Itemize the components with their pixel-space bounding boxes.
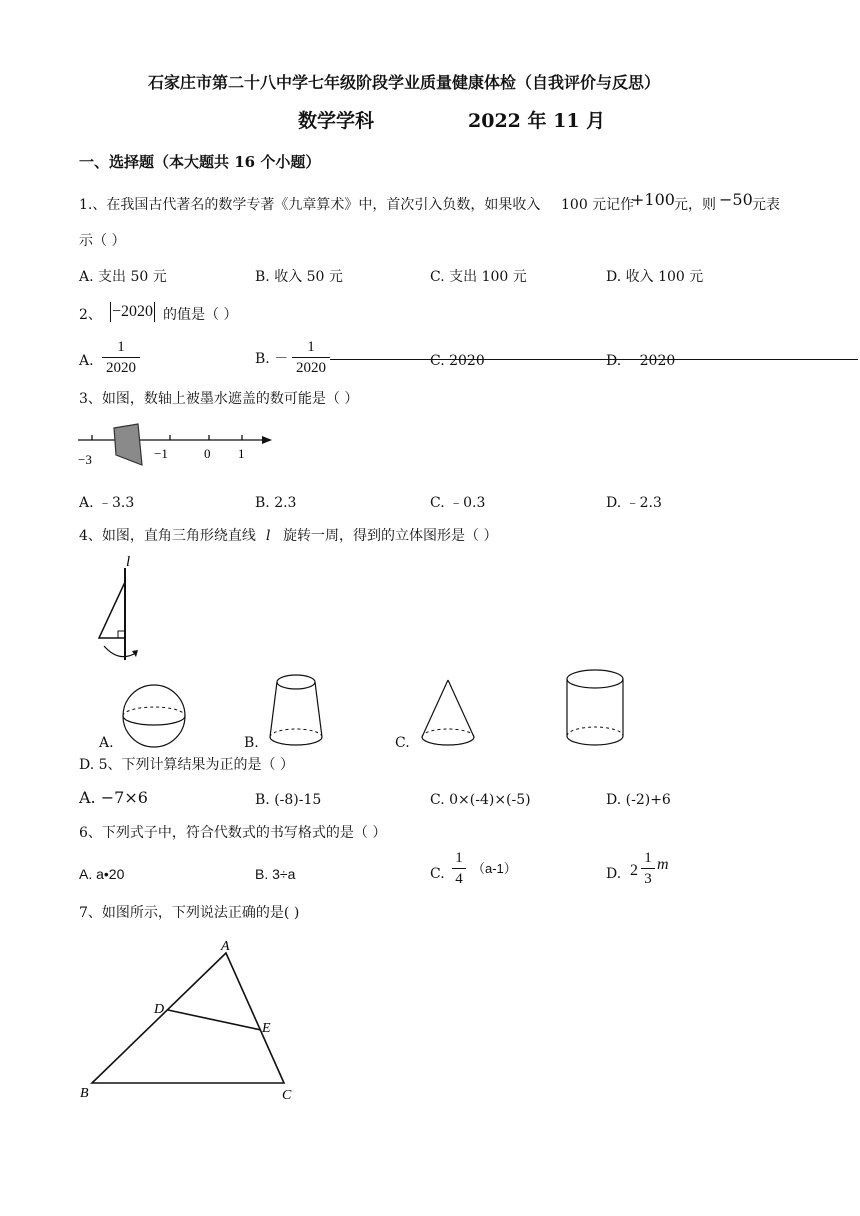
q4-option-c-label[interactable]: C. <box>395 735 410 751</box>
fraction-bar <box>452 868 466 869</box>
right-triangle <box>99 582 125 638</box>
q2-option-c[interactable]: C. 2020 <box>430 353 485 369</box>
q1-option-a[interactable]: A. 支出 50 元 <box>79 269 167 285</box>
q1-option-c[interactable]: C. 支出 100 元 <box>430 269 527 285</box>
segment-de <box>168 1010 261 1030</box>
q3-option-c[interactable]: C. ﹣0.3 <box>430 495 486 511</box>
question-2-suffix: 的值是（ ） <box>163 307 238 323</box>
horizontal-rule <box>330 359 858 360</box>
question-4-text-2: 旋转一周，得到的立体图形是（ ） <box>283 528 498 544</box>
q2-option-a-label[interactable]: A. <box>79 353 94 369</box>
right-angle-mark <box>118 631 125 638</box>
arrow-head-icon <box>132 650 138 657</box>
sphere-figure <box>123 680 195 750</box>
q2-option-d[interactable]: D. －2020 <box>606 353 676 369</box>
point-label-e: E <box>262 1021 271 1036</box>
q3-option-b[interactable]: B. 2.3 <box>255 495 297 511</box>
question-6-text: 6、下列式子中，符合代数式的书写格式的是（ ） <box>79 825 387 841</box>
point-label-b: B <box>80 1086 89 1101</box>
q6-option-d-variable: m <box>657 856 669 873</box>
point-label-d: D <box>154 1002 165 1017</box>
exam-title: 石家庄市第二十八中学七年级阶段学业质量健康体检（自我评价与反思） <box>148 73 661 92</box>
q3-option-a[interactable]: A. ﹣3.3 <box>79 495 135 511</box>
exam-date: 2022 年 11 月 <box>468 110 606 132</box>
tick-label: −1 <box>154 446 168 461</box>
fraction-denominator: 4 <box>455 871 463 887</box>
q4-option-b-label[interactable]: B. <box>244 735 259 751</box>
point-label-c: C <box>282 1088 292 1103</box>
fraction-numerator: 1 <box>644 850 652 866</box>
question-1-text: 1.、在我国古代著名的数学专著《九章算术》中，首次引入负数，如果收入 <box>79 197 541 213</box>
q2-option-b-label[interactable]: B. － <box>255 351 289 367</box>
q6-option-d-fraction <box>641 849 655 888</box>
question-1-text-e: 示（ ） <box>79 233 126 249</box>
fraction-bar <box>292 357 330 358</box>
rotation-figure <box>92 550 152 670</box>
rotation-arrow-icon <box>104 646 134 657</box>
q5-option-a[interactable]: A. −7×6 <box>79 788 148 807</box>
question-5-text: D. 5、下列计算结果为正的是（ ） <box>79 757 294 773</box>
q6-option-d-label[interactable]: D. <box>606 866 622 882</box>
question-1-text-d: 元表 <box>752 197 780 213</box>
fraction-bar <box>641 868 655 869</box>
q2-option-a-fraction <box>102 338 140 377</box>
question-7-text: 7、如图所示，下列说法正确的是( ) <box>79 905 300 921</box>
q5-option-b[interactable]: B. (-8)-15 <box>255 792 322 808</box>
q6-option-a[interactable]: A. a•20 <box>79 866 125 882</box>
q6-option-c-fraction <box>452 849 466 888</box>
fraction-denominator: 2020 <box>296 360 326 376</box>
fraction-numerator: 1 <box>307 339 315 355</box>
triangle-abc <box>92 953 284 1083</box>
fraction-numerator: 1 <box>117 339 125 355</box>
question-1-text-c: 元，则 <box>674 197 716 213</box>
q5-option-c[interactable]: C. 0×(-4)×(-5) <box>430 792 531 808</box>
fraction-denominator: 3 <box>644 871 652 887</box>
triangle-figure <box>76 935 306 1105</box>
question-1-minus-value: −50 <box>719 190 753 209</box>
q6-option-c-label[interactable]: C. <box>430 866 445 882</box>
number-line-figure <box>76 420 276 470</box>
tick-label: 0 <box>204 446 211 461</box>
q1-option-b[interactable]: B. 收入 50 元 <box>255 269 343 285</box>
fraction-numerator: 1 <box>455 850 463 866</box>
question-1-text-b: 100 元记作 <box>561 197 635 213</box>
q6-option-c-expression: （a-1） <box>472 861 517 876</box>
question-3-text: 3、如图，数轴上被墨水遮盖的数可能是（ ） <box>79 391 359 407</box>
fraction-denominator: 2020 <box>106 360 136 376</box>
tick-label: 1 <box>238 446 245 461</box>
q5-option-d[interactable]: D. (-2)+6 <box>606 792 671 808</box>
q6-option-d-whole: 2 <box>630 862 638 879</box>
subject-title: 数学学科 <box>298 110 375 132</box>
arrow-head-icon <box>262 436 272 444</box>
cylinder-figure <box>566 668 628 750</box>
q2-option-b-fraction <box>292 338 330 377</box>
q1-option-d[interactable]: D. 收入 100 元 <box>606 269 704 285</box>
question-1-plus-value: +100 <box>631 190 675 209</box>
ink-blot <box>114 424 142 465</box>
q3-option-d[interactable]: D. ﹣2.3 <box>606 495 662 511</box>
q4-option-a-label[interactable]: A. <box>99 735 114 751</box>
tick-label: −3 <box>78 452 92 467</box>
section-heading: 一、选择题（本大题共 16 个小题） <box>79 153 321 171</box>
frustum-figure <box>267 670 327 752</box>
question-2-prefix: 2、 <box>79 307 102 323</box>
fraction-bar <box>102 357 140 358</box>
line-label: l <box>126 554 131 570</box>
q6-option-b[interactable]: B. 3÷a <box>255 866 296 882</box>
question-4-line-symbol: l <box>266 528 271 544</box>
question-4-text: 4、如图，直角三角形绕直线 <box>79 528 256 544</box>
cone-figure <box>420 678 482 750</box>
question-2-absolute-value: −2020 <box>112 303 154 320</box>
point-label-a: A <box>221 939 230 954</box>
